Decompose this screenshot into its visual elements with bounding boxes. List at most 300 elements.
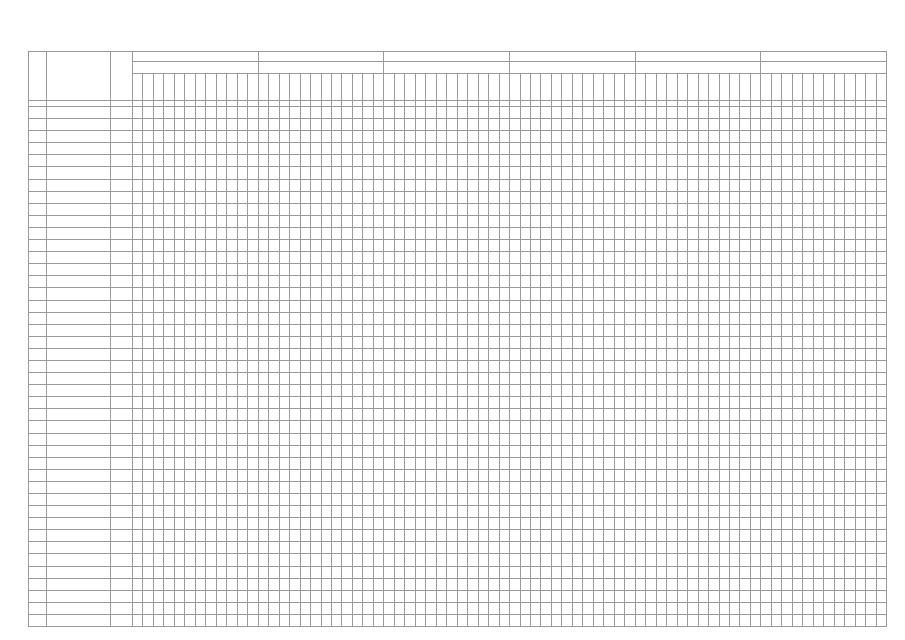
value-cell — [478, 203, 488, 215]
value-cell — [782, 494, 792, 506]
value-cell — [677, 530, 687, 542]
value-cell — [258, 469, 268, 481]
value-cell — [593, 481, 603, 493]
value-cell — [604, 119, 614, 131]
value-cell — [227, 373, 237, 385]
value-cell — [447, 506, 457, 518]
value-cell — [761, 264, 771, 276]
value-cell — [572, 240, 582, 252]
value-cell — [468, 276, 478, 288]
value-cell — [195, 203, 205, 215]
table-row — [29, 554, 887, 566]
value-cell — [174, 409, 184, 421]
value-cell — [572, 276, 582, 288]
value-cell — [279, 312, 289, 324]
value-cell — [499, 131, 510, 143]
value-cell — [133, 336, 143, 348]
value-cell — [447, 240, 457, 252]
value-cell — [258, 312, 268, 324]
row-index — [29, 312, 47, 324]
value-cell — [185, 397, 195, 409]
row-code — [111, 252, 133, 264]
value-cell — [447, 614, 457, 626]
value-cell — [583, 578, 593, 590]
value-cell — [541, 131, 551, 143]
value-cell — [719, 324, 729, 336]
value-cell — [614, 191, 624, 203]
value-cell — [499, 518, 510, 530]
value-cell — [174, 445, 184, 457]
row-index — [29, 566, 47, 578]
value-cell — [834, 506, 844, 518]
value-cell — [688, 155, 698, 167]
value-cell — [855, 506, 865, 518]
value-cell — [426, 119, 436, 131]
value-cell — [499, 264, 510, 276]
value-cell — [541, 409, 551, 421]
value-cell — [541, 397, 551, 409]
value-cell — [206, 385, 216, 397]
value-cell — [625, 240, 636, 252]
value-cell — [729, 373, 739, 385]
value-cell — [719, 264, 729, 276]
value-cell — [572, 312, 582, 324]
value-cell — [457, 542, 467, 554]
value-cell — [510, 203, 520, 215]
value-cell — [499, 494, 510, 506]
value-cell — [489, 276, 499, 288]
value-cell — [729, 348, 739, 360]
value-cell — [520, 119, 530, 131]
value-cell — [447, 409, 457, 421]
value-cell — [834, 614, 844, 626]
value-cell — [782, 481, 792, 493]
value-cell — [174, 421, 184, 433]
value-cell — [457, 348, 467, 360]
value-cell — [216, 494, 226, 506]
value-cell — [331, 143, 341, 155]
value-cell — [604, 469, 614, 481]
value-cell — [478, 252, 488, 264]
value-cell — [321, 276, 331, 288]
value-cell — [394, 494, 404, 506]
value-cell — [604, 143, 614, 155]
value-cell — [206, 457, 216, 469]
value-cell — [866, 481, 876, 493]
value-cell — [824, 373, 834, 385]
value-cell — [426, 191, 436, 203]
value-cell — [750, 227, 761, 239]
value-cell — [373, 276, 384, 288]
value-cell — [331, 566, 341, 578]
value-cell — [750, 457, 761, 469]
value-cell — [342, 119, 352, 131]
value-cell — [866, 518, 876, 530]
value-cell — [824, 578, 834, 590]
value-cell — [227, 360, 237, 372]
value-cell — [824, 385, 834, 397]
value-cell — [688, 336, 698, 348]
value-cell — [876, 590, 887, 602]
value-cell — [771, 348, 781, 360]
value-cell — [415, 433, 425, 445]
value-cell — [290, 312, 300, 324]
value-cell — [206, 107, 216, 119]
value-cell — [541, 469, 551, 481]
value-cell — [750, 542, 761, 554]
value-cell — [342, 215, 352, 227]
value-cell — [394, 397, 404, 409]
value-cell — [133, 397, 143, 409]
value-cell — [290, 373, 300, 385]
value-cell — [667, 107, 677, 119]
table-row — [29, 542, 887, 554]
value-cell — [363, 324, 373, 336]
value-cell — [468, 409, 478, 421]
value-cell — [290, 566, 300, 578]
value-cell — [489, 312, 499, 324]
value-cell — [227, 276, 237, 288]
value-cell — [352, 107, 362, 119]
row-code — [111, 506, 133, 518]
value-cell — [803, 288, 813, 300]
value-cell — [478, 288, 488, 300]
value-cell — [855, 360, 865, 372]
value-cell — [269, 409, 279, 421]
value-cell — [593, 107, 603, 119]
value-cell — [300, 227, 310, 239]
value-cell — [729, 119, 739, 131]
value-cell — [876, 397, 887, 409]
value-cell — [593, 518, 603, 530]
value-cell — [436, 215, 446, 227]
value-cell — [866, 506, 876, 518]
value-cell — [363, 457, 373, 469]
value-cell — [311, 179, 321, 191]
value-cell — [771, 191, 781, 203]
value-cell — [604, 312, 614, 324]
table-row — [29, 300, 887, 312]
table-row — [29, 397, 887, 409]
value-cell — [656, 240, 666, 252]
value-cell — [206, 191, 216, 203]
value-cell — [824, 276, 834, 288]
sub-header — [677, 74, 687, 101]
value-cell — [133, 566, 143, 578]
value-cell — [667, 445, 677, 457]
sub-header — [719, 74, 729, 101]
value-cell — [363, 421, 373, 433]
value-cell — [625, 264, 636, 276]
value-cell — [562, 566, 572, 578]
value-cell — [143, 119, 153, 131]
value-cell — [635, 566, 645, 578]
value-cell — [206, 566, 216, 578]
value-cell — [824, 336, 834, 348]
value-cell — [478, 348, 488, 360]
value-cell — [750, 155, 761, 167]
value-cell — [331, 518, 341, 530]
value-cell — [625, 252, 636, 264]
value-cell — [363, 542, 373, 554]
value-cell — [489, 433, 499, 445]
value-cell — [195, 300, 205, 312]
value-cell — [740, 252, 750, 264]
value-cell — [604, 324, 614, 336]
value-cell — [206, 433, 216, 445]
value-cell — [719, 518, 729, 530]
value-cell — [426, 348, 436, 360]
value-cell — [415, 276, 425, 288]
value-cell — [792, 530, 802, 542]
value-cell — [593, 312, 603, 324]
value-cell — [290, 457, 300, 469]
value-cell — [468, 143, 478, 155]
row-code — [111, 373, 133, 385]
value-cell — [520, 469, 530, 481]
value-cell — [520, 240, 530, 252]
table-row — [29, 264, 887, 276]
value-cell — [729, 191, 739, 203]
value-cell — [405, 348, 415, 360]
value-cell — [248, 264, 259, 276]
value-cell — [855, 143, 865, 155]
value-cell — [562, 433, 572, 445]
value-cell — [352, 167, 362, 179]
value-cell — [290, 191, 300, 203]
value-cell — [352, 276, 362, 288]
value-cell — [593, 469, 603, 481]
value-cell — [426, 179, 436, 191]
value-cell — [290, 288, 300, 300]
value-cell — [258, 167, 268, 179]
value-cell — [551, 348, 561, 360]
value-cell — [729, 131, 739, 143]
value-cell — [803, 469, 813, 481]
value-cell — [143, 288, 153, 300]
value-cell — [604, 264, 614, 276]
value-cell — [792, 203, 802, 215]
value-cell — [415, 360, 425, 372]
value-cell — [384, 155, 394, 167]
value-cell — [688, 518, 698, 530]
value-cell — [855, 119, 865, 131]
value-cell — [269, 203, 279, 215]
value-cell — [447, 264, 457, 276]
value-cell — [876, 373, 887, 385]
value-cell — [457, 252, 467, 264]
value-cell — [646, 300, 656, 312]
value-cell — [771, 445, 781, 457]
value-cell — [468, 240, 478, 252]
row-index — [29, 530, 47, 542]
value-cell — [342, 518, 352, 530]
value-cell — [855, 554, 865, 566]
value-cell — [258, 179, 268, 191]
value-cell — [729, 240, 739, 252]
value-cell — [342, 143, 352, 155]
value-cell — [761, 312, 771, 324]
value-cell — [740, 131, 750, 143]
value-cell — [447, 252, 457, 264]
value-cell — [572, 215, 582, 227]
value-cell — [447, 433, 457, 445]
value-cell — [593, 252, 603, 264]
value-cell — [531, 312, 541, 324]
value-cell — [415, 240, 425, 252]
value-cell — [489, 457, 499, 469]
value-cell — [551, 566, 561, 578]
value-cell — [625, 614, 636, 626]
value-cell — [792, 191, 802, 203]
value-cell — [248, 506, 259, 518]
value-cell — [216, 155, 226, 167]
value-cell — [709, 385, 719, 397]
row-index — [29, 360, 47, 372]
value-cell — [688, 167, 698, 179]
value-cell — [321, 590, 331, 602]
value-cell — [394, 240, 404, 252]
value-cell — [635, 107, 645, 119]
value-cell — [782, 360, 792, 372]
value-cell — [583, 300, 593, 312]
value-cell — [834, 227, 844, 239]
value-cell — [677, 179, 687, 191]
row-index — [29, 264, 47, 276]
value-cell — [436, 385, 446, 397]
value-cell — [771, 215, 781, 227]
value-cell — [363, 143, 373, 155]
value-cell — [646, 457, 656, 469]
row-index — [29, 155, 47, 167]
table-row — [29, 336, 887, 348]
value-cell — [478, 179, 488, 191]
value-cell — [813, 506, 823, 518]
value-cell — [352, 215, 362, 227]
value-cell — [876, 143, 887, 155]
sub-header — [321, 74, 331, 101]
value-cell — [227, 433, 237, 445]
value-cell — [782, 469, 792, 481]
value-cell — [248, 348, 259, 360]
value-cell — [394, 614, 404, 626]
value-cell — [143, 494, 153, 506]
value-cell — [604, 506, 614, 518]
value-cell — [855, 288, 865, 300]
row-index — [29, 614, 47, 626]
value-cell — [373, 445, 384, 457]
value-cell — [206, 348, 216, 360]
value-cell — [133, 614, 143, 626]
value-cell — [614, 590, 624, 602]
value-cell — [562, 167, 572, 179]
value-cell — [614, 131, 624, 143]
value-cell — [153, 240, 163, 252]
value-cell — [290, 119, 300, 131]
value-cell — [436, 530, 446, 542]
value-cell — [719, 215, 729, 227]
value-cell — [174, 179, 184, 191]
value-cell — [572, 227, 582, 239]
value-cell — [646, 409, 656, 421]
value-cell — [604, 566, 614, 578]
value-cell — [656, 203, 666, 215]
value-cell — [740, 119, 750, 131]
value-cell — [352, 324, 362, 336]
value-cell — [551, 530, 561, 542]
value-cell — [667, 131, 677, 143]
value-cell — [729, 421, 739, 433]
value-cell — [248, 409, 259, 421]
value-cell — [300, 203, 310, 215]
value-cell — [604, 215, 614, 227]
value-cell — [227, 227, 237, 239]
value-cell — [656, 167, 666, 179]
value-cell — [468, 421, 478, 433]
value-cell — [824, 542, 834, 554]
value-cell — [646, 215, 656, 227]
value-cell — [331, 179, 341, 191]
value-cell — [258, 397, 268, 409]
value-cell — [352, 590, 362, 602]
value-cell — [489, 602, 499, 614]
value-cell — [321, 433, 331, 445]
value-cell — [248, 494, 259, 506]
value-cell — [688, 264, 698, 276]
value-cell — [813, 179, 823, 191]
value-cell — [499, 348, 510, 360]
value-cell — [782, 554, 792, 566]
value-cell — [269, 119, 279, 131]
value-cell — [352, 530, 362, 542]
value-cell — [635, 288, 645, 300]
value-cell — [415, 409, 425, 421]
value-cell — [415, 312, 425, 324]
value-cell — [206, 264, 216, 276]
value-cell — [269, 578, 279, 590]
value-cell — [342, 457, 352, 469]
value-cell — [562, 481, 572, 493]
value-cell — [656, 288, 666, 300]
value-cell — [677, 215, 687, 227]
value-cell — [426, 312, 436, 324]
value-cell — [415, 590, 425, 602]
value-cell — [834, 215, 844, 227]
value-cell — [698, 276, 708, 288]
value-cell — [352, 433, 362, 445]
value-cell — [520, 167, 530, 179]
value-cell — [300, 566, 310, 578]
value-cell — [845, 143, 855, 155]
sub-header — [541, 74, 551, 101]
value-cell — [457, 264, 467, 276]
value-cell — [269, 421, 279, 433]
value-cell — [834, 469, 844, 481]
row-name — [47, 602, 111, 614]
value-cell — [436, 143, 446, 155]
value-cell — [614, 494, 624, 506]
value-cell — [384, 494, 394, 506]
value-cell — [489, 506, 499, 518]
value-cell — [237, 590, 247, 602]
value-cell — [876, 191, 887, 203]
value-cell — [677, 566, 687, 578]
value-cell — [604, 457, 614, 469]
document-title — [28, 43, 886, 51]
value-cell — [426, 481, 436, 493]
value-cell — [677, 409, 687, 421]
value-cell — [195, 167, 205, 179]
